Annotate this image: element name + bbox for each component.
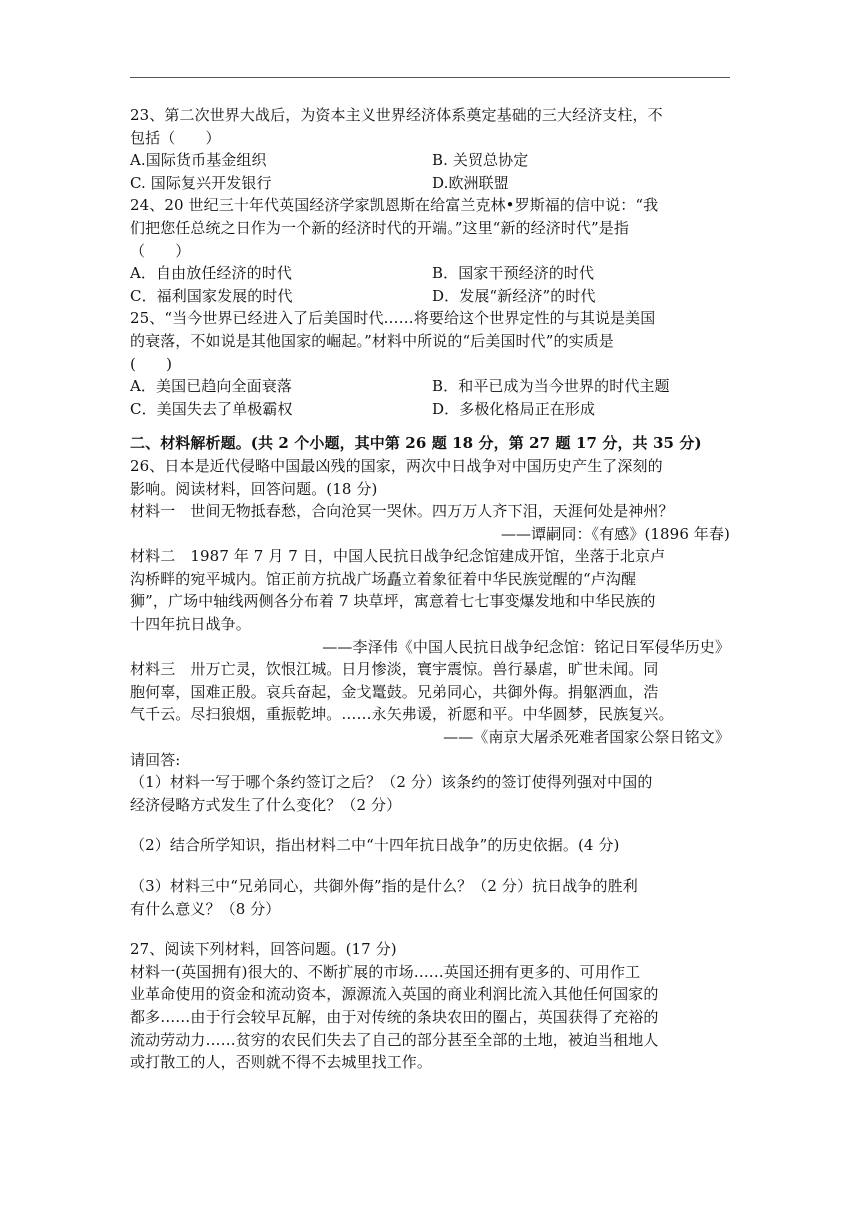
option-d: D．发展“新经济”的时代 [432, 286, 596, 305]
option-row [130, 149, 730, 172]
subquestion-3: 有什么意义？（8 分） [130, 899, 281, 918]
question-23 [130, 104, 730, 194]
option-row [130, 262, 730, 285]
question-25 [130, 307, 730, 420]
section-heading: 二、材料解析题。(共 2 个小题，其中第 26 题 18 分，第 27 题 17 分，共 35 分) [130, 434, 702, 453]
question-line: 27、阅读下列材料，回答问题。(17 分) [130, 940, 397, 959]
option-d: D．多极化格局正在形成 [432, 399, 596, 418]
material-1-text: 流动劳动力……贫穷的农民们失去了自己的部分甚至全部的土地，被迫当租地人 [130, 1030, 659, 1049]
material-2-text: 材料二 1987 年 7 月 7 日，中国人民抗日战争纪念馆建成开馆，坐落于北京卢 [130, 547, 666, 566]
material-1-text: 材料一(英国拥有)很大的、不断扩展的市场……英国还拥有更多的、可用作工 [130, 962, 641, 981]
material-3-text: 胞何辜，国难正殷。哀兵奋起，金戈鼍鼓。兄弟同心，共御外侮。捐躯洒血，浩 [130, 682, 659, 701]
material-1-text: 都多……由于行会较早瓦解，由于对传统的条块农田的圈占，英国获得了充裕的 [130, 1007, 659, 1026]
option-b: B．和平已成为当今世界的时代主题 [432, 377, 670, 396]
question-line: 影响。阅读材料，回答问题。(18 分) [130, 479, 378, 498]
subquestion-1: （1）材料一写于哪个条约签订之后？（2 分）该条约的签订使得列强对中国的 [130, 773, 653, 792]
material-1-text: 业革命使用的资金和流动资本，源源流入英国的商业利润比流入其他任何国家的 [130, 985, 659, 1004]
question-24 [130, 194, 730, 307]
question-26 [130, 455, 730, 938]
question-line: 包括（ ） [130, 128, 221, 147]
option-row [130, 172, 730, 195]
question-line: 26、日本是近代侵略中国最凶残的国家，两次中日战争对中国历史产生了深刻的 [130, 456, 663, 475]
subquestion-1: 经济侵略方式发生了什么变化？（2 分） [130, 795, 402, 814]
question-line: 25、“当今世界已经进入了后美国时代……将要给这个世界定性的与其说是美国 [130, 309, 656, 328]
answer-space [130, 920, 730, 938]
option-a: A．美国已趋向全面衰落 [130, 377, 292, 396]
material-2-source: ——李泽伟《中国人民抗日战争纪念馆：铭记日军侵华历史》 [322, 637, 730, 656]
exam-content [130, 104, 730, 1074]
option-a: A．自由放任经济的时代 [130, 264, 292, 283]
question-line: ( ) [130, 354, 173, 373]
material-2-text: 狮”，广场中轴线两侧各分布着 7 块草坪，寓意着七七事变爆发地和中华民族的 [130, 592, 656, 611]
material-3-source: ——《南京大屠杀死难者国家公祭日铭文》 [443, 728, 730, 747]
option-c: C．福利国家发展的时代 [130, 286, 293, 305]
question-line: 们把您任总统之日作为一个新的经济时代的开端。”这里“新的经济时代”是指 [130, 218, 630, 237]
material-1-text: 或打散工的人，否则就不得不去城里找工作。 [130, 1053, 433, 1072]
subquestion-2: （2）结合所学知识，指出材料二中“十四年抗日战争”的历史依据。(4 分) [130, 836, 620, 855]
material-2-text: 十四年抗日战争。 [130, 615, 251, 634]
header-rule [130, 77, 730, 78]
question-line: （ ） [130, 241, 191, 260]
material-3-text: 材料三 卅万亡灵，饮恨江城。日月惨淡，寰宇震惊。兽行暴虐，旷世未闻。同 [130, 660, 659, 679]
option-row [130, 398, 730, 421]
option-row [130, 375, 730, 398]
material-3-text: 气千云。尽扫狼烟，重振乾坤。……永矢弗谖，祈愿和平。中华圆梦，民族复兴。 [130, 705, 674, 724]
material-1-text: 材料一 世间无物抵春愁，合向沧冥一哭休。四万万人齐下泪，天涯何处是神州？ [130, 502, 674, 521]
option-d: D.欧洲联盟 [432, 173, 509, 192]
option-b: B. 关贸总协定 [432, 151, 529, 170]
answer-space [130, 857, 730, 875]
material-2-text: 沟桥畔的宛平城内。馆正前方抗战广场矗立着象征着中华民族觉醒的“卢沟醒 [130, 569, 637, 588]
answer-prompt: 请回答: [130, 750, 181, 769]
material-1-source: ——谭嗣同：《有感》(1896 年春) [500, 524, 730, 543]
question-line: 23、第二次世界大战后，为资本主义世界经济体系奠定基础的三大经济支柱，不 [130, 106, 663, 124]
option-b: B．国家干预经济的时代 [432, 264, 595, 283]
subquestion-3: （3）材料三中“兄弟同心，共御外侮”指的是什么？（2 分）抗日战争的胜利 [130, 877, 638, 895]
option-a: A.国际货币基金组织 [130, 151, 267, 170]
question-line: 的衰落，不如说是其他国家的崛起。”材料中所说的“后美国时代”的实质是 [130, 331, 614, 350]
question-27 [130, 938, 730, 1074]
answer-space [130, 816, 730, 834]
option-c: C. 国际复兴开发银行 [130, 173, 272, 192]
question-line: 24、20 世纪三十年代英国经济学家凯恩斯在给富兰克林•罗斯福的信中说：“我 [130, 196, 659, 215]
option-c: C．美国失去了单极霸权 [130, 399, 293, 418]
option-row [130, 285, 730, 308]
